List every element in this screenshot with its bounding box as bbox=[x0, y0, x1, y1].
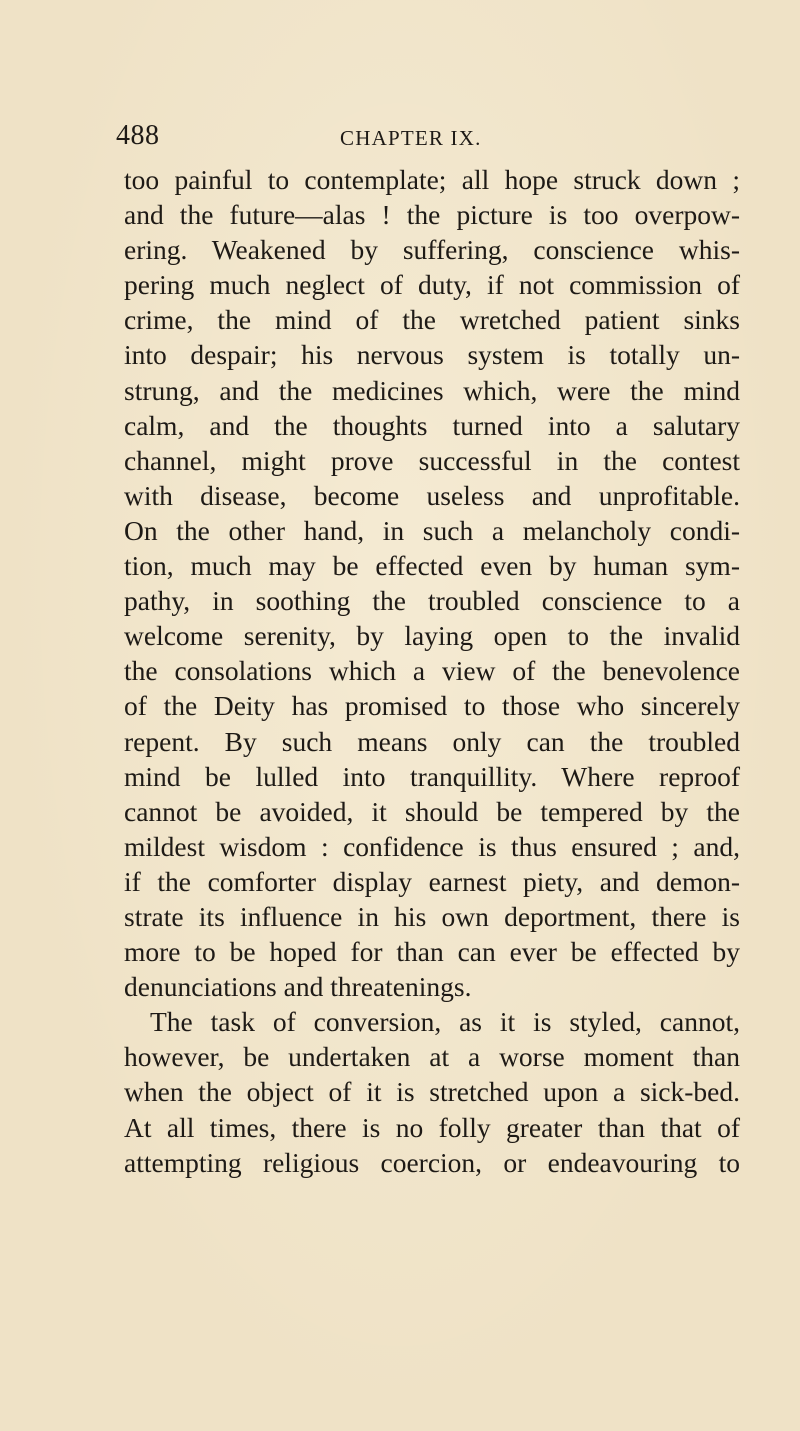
text-line: mind be lulled into tranquillity. Where reproof bbox=[124, 760, 740, 792]
paragraph-start-line: The task of conversion, as it is styled, cannot, bbox=[150, 1006, 740, 1038]
text-line: denunciations and threatenings. bbox=[124, 971, 472, 1003]
text-line: into despair; his nervous system is totally un- bbox=[124, 339, 740, 371]
text-line: strate its influence in his own deportment, there is bbox=[124, 900, 740, 932]
chapter-title: CHAPTER IX. bbox=[340, 126, 482, 150]
text-line: repent. By such means only can the troubled bbox=[124, 725, 740, 757]
text-line: when the object of it is stretched upon a sick-bed. bbox=[124, 1076, 740, 1108]
text-line: mildest wisdom : confidence is thus ensured ; and, bbox=[124, 830, 740, 862]
text-line: pathy, in soothing the troubled conscience to a bbox=[124, 585, 740, 617]
body-text bbox=[124, 162, 740, 1180]
text-line: crime, the mind of the wretched patient sinks bbox=[124, 304, 740, 336]
text-line: and the future—alas ! the picture is too overpow- bbox=[124, 199, 740, 231]
running-head bbox=[0, 118, 800, 158]
text-line: welcome serenity, by laying open to the invalid bbox=[124, 620, 740, 652]
text-line: more to be hoped for than can ever be effected by bbox=[124, 936, 740, 968]
text-line: On the other hand, in such a melancholy condi- bbox=[124, 514, 740, 546]
text-line: with disease, become useless and unprofitable. bbox=[124, 479, 740, 511]
text-line: of the Deity has promised to those who sincerely bbox=[124, 690, 740, 722]
text-line: the consolations which a view of the benevolence bbox=[124, 655, 740, 687]
text-line: attempting religious coercion, or endeavouring to bbox=[124, 1146, 740, 1178]
text-line: tion, much may be effected even by human sym- bbox=[124, 550, 740, 582]
text-line: ering. Weakened by suffering, conscience whis- bbox=[124, 234, 740, 266]
text-line: calm, and the thoughts turned into a salutary bbox=[124, 409, 740, 441]
text-line: channel, might prove successful in the contest bbox=[124, 444, 740, 476]
text-line: pering much neglect of duty, if not commission of bbox=[124, 269, 740, 301]
text-line: if the comforter display earnest piety, and demon- bbox=[124, 865, 740, 897]
text-line: At all times, there is no folly greater than that of bbox=[124, 1111, 740, 1143]
page-number: 488 bbox=[116, 120, 160, 151]
text-line: strung, and the medicines which, were the mind bbox=[124, 374, 740, 406]
text-line: too painful to contemplate; all hope struck down ; bbox=[124, 164, 740, 195]
text-line: however, be undertaken at a worse moment than bbox=[124, 1041, 740, 1073]
text-line: cannot be avoided, it should be tempered by the bbox=[124, 795, 740, 827]
